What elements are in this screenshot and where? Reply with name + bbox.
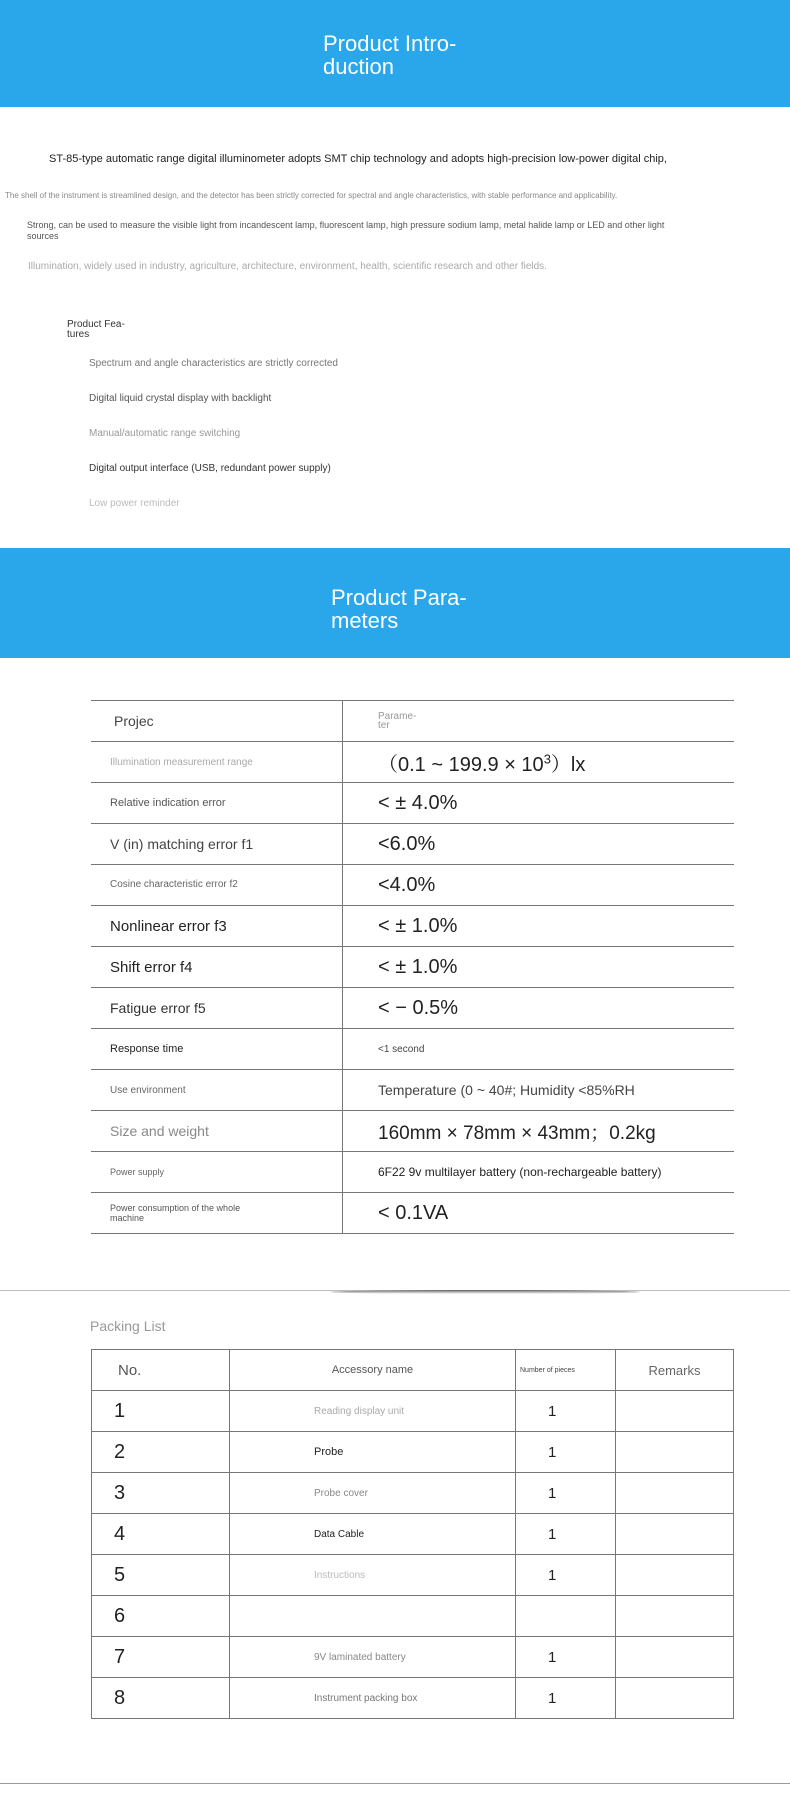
param-value: Temperature (0 ~ 40#; Humidity <85%RH <box>343 1070 735 1111</box>
param-key: Shift error f4 <box>91 947 343 988</box>
row-no: 8 <box>92 1678 230 1719</box>
table-row <box>92 1637 734 1678</box>
table-row <box>91 824 734 865</box>
row-no: 3 <box>92 1473 230 1514</box>
intro-line-4: sources <box>27 231 59 241</box>
row-no: 2 <box>92 1432 230 1473</box>
feature-item: Manual/automatic range switching <box>89 428 241 439</box>
params-header-project: Projec <box>91 701 343 742</box>
row-qty: 1 <box>516 1514 616 1555</box>
param-key: Relative indication error <box>91 783 343 824</box>
param-key: Power consumption of the whole machine <box>91 1193 343 1234</box>
param-key: Power supply <box>91 1152 343 1193</box>
param-key: Fatigue error f5 <box>91 988 343 1029</box>
table-row <box>91 783 734 824</box>
row-name: Reading display unit <box>230 1391 516 1432</box>
table-row <box>92 1596 734 1637</box>
table-row <box>92 1678 734 1719</box>
range-exponent: 3 <box>543 750 551 766</box>
row-remarks <box>616 1596 734 1637</box>
packing-table <box>91 1349 734 1719</box>
row-name: Instrument packing box <box>230 1678 516 1719</box>
table-row <box>91 701 734 742</box>
param-value: < ± 1.0% <box>343 947 735 988</box>
row-name: Probe <box>230 1432 516 1473</box>
param-value: < ± 4.0% <box>343 783 735 824</box>
table-row <box>92 1555 734 1596</box>
param-value: <6.0% <box>343 824 735 865</box>
params-banner <box>0 548 790 658</box>
row-qty: 1 <box>516 1473 616 1514</box>
table-row <box>91 1193 734 1234</box>
feature-item: Digital output interface (USB, redundant power supply) <box>89 463 331 474</box>
table-row <box>91 1152 734 1193</box>
row-name: Instructions <box>230 1555 516 1596</box>
table-row <box>91 1111 734 1152</box>
row-qty: 1 <box>516 1391 616 1432</box>
packing-title: Packing List <box>90 1318 166 1334</box>
table-row <box>91 988 734 1029</box>
table-row <box>91 947 734 988</box>
table-row <box>92 1391 734 1432</box>
row-name: Probe cover <box>230 1473 516 1514</box>
param-key: V (in) matching error f1 <box>91 824 343 865</box>
divider-shadow <box>330 1290 640 1294</box>
table-row <box>92 1514 734 1555</box>
feature-item: Low power reminder <box>89 498 180 509</box>
params-table <box>91 700 734 1234</box>
row-qty: 1 <box>516 1637 616 1678</box>
param-value: < ± 1.0% <box>343 906 735 947</box>
param-value: （0.1 ~ $199.9 \times 10^3)lx$ <box>343 742 735 783</box>
row-no: 1 <box>92 1391 230 1432</box>
intro-line-5: Illumination, widely used in industry, agriculture, architecture, environment, health, scientific research and other fields. <box>28 261 547 272</box>
row-remarks <box>616 1555 734 1596</box>
row-remarks <box>616 1637 734 1678</box>
features-heading: Product Fea- tures <box>67 319 125 340</box>
intro-line-2: The shell of the instrument is streamlined design, and the detector has been strictly corrected for spectral and angle characteristics, with stable performance and applicability. <box>5 191 618 200</box>
feature-item: Digital liquid crystal display with backlight <box>89 393 272 404</box>
header-remarks: Remarks <box>616 1350 734 1391</box>
table-row <box>91 1029 734 1070</box>
params-title: Product Para- meters <box>331 585 467 633</box>
table-row <box>92 1473 734 1514</box>
param-value: 160mm × 78mm × 43mm；0.2kg <box>343 1111 735 1152</box>
param-key: Response time <box>91 1029 343 1070</box>
row-remarks <box>616 1678 734 1719</box>
param-key: Illumination measurement range <box>91 742 343 783</box>
row-remarks <box>616 1514 734 1555</box>
row-remarks <box>616 1473 734 1514</box>
param-value: < − 0.5% <box>343 988 735 1029</box>
param-value: <1 second <box>343 1029 735 1070</box>
row-name: 9V laminated battery <box>230 1637 516 1678</box>
row-remarks <box>616 1432 734 1473</box>
intro-title: Product Intro- duction <box>323 31 457 79</box>
header-no: No. <box>92 1350 230 1391</box>
intro-banner <box>0 0 790 107</box>
param-value: 6F22 9v multilayer battery (non-rechargeable battery) <box>343 1152 735 1193</box>
row-no: 5 <box>92 1555 230 1596</box>
row-qty: 1 <box>516 1432 616 1473</box>
table-row <box>91 1070 734 1111</box>
param-key: Cosine characteristic error f2 <box>91 865 343 906</box>
table-row <box>91 865 734 906</box>
row-qty <box>516 1596 616 1637</box>
bottom-divider <box>0 1783 790 1784</box>
row-qty: 1 <box>516 1555 616 1596</box>
table-row <box>91 906 734 947</box>
row-name <box>230 1596 516 1637</box>
intro-line-3: Strong, can be used to measure the visible light from incandescent lamp, fluorescent lamp, high pressure sodium lamp, metal halide lamp or LED and other light <box>27 220 665 230</box>
header-accessory: Accessory name <box>230 1350 516 1391</box>
feature-item: Spectrum and angle characteristics are strictly corrected <box>89 358 338 369</box>
params-header-parameter: Parame- ter <box>343 701 735 742</box>
intro-line-1: ST-85-type automatic range digital illuminometer adopts SMT chip technology and adopts high-precision low-power digital chip, <box>49 153 667 165</box>
table-row <box>92 1350 734 1391</box>
row-no: 7 <box>92 1637 230 1678</box>
row-no: 4 <box>92 1514 230 1555</box>
row-remarks <box>616 1391 734 1432</box>
row-no: 6 <box>92 1596 230 1637</box>
table-row <box>92 1432 734 1473</box>
param-value: < 0.1VA <box>343 1193 735 1234</box>
table-row <box>91 742 734 783</box>
param-key: Use environment <box>91 1070 343 1111</box>
row-qty: 1 <box>516 1678 616 1719</box>
header-quantity: Number of pieces <box>516 1350 616 1391</box>
param-key: Nonlinear error f3 <box>91 906 343 947</box>
row-name: Data Cable <box>230 1514 516 1555</box>
param-key: Size and weight <box>91 1111 343 1152</box>
param-value: <4.0% <box>343 865 735 906</box>
